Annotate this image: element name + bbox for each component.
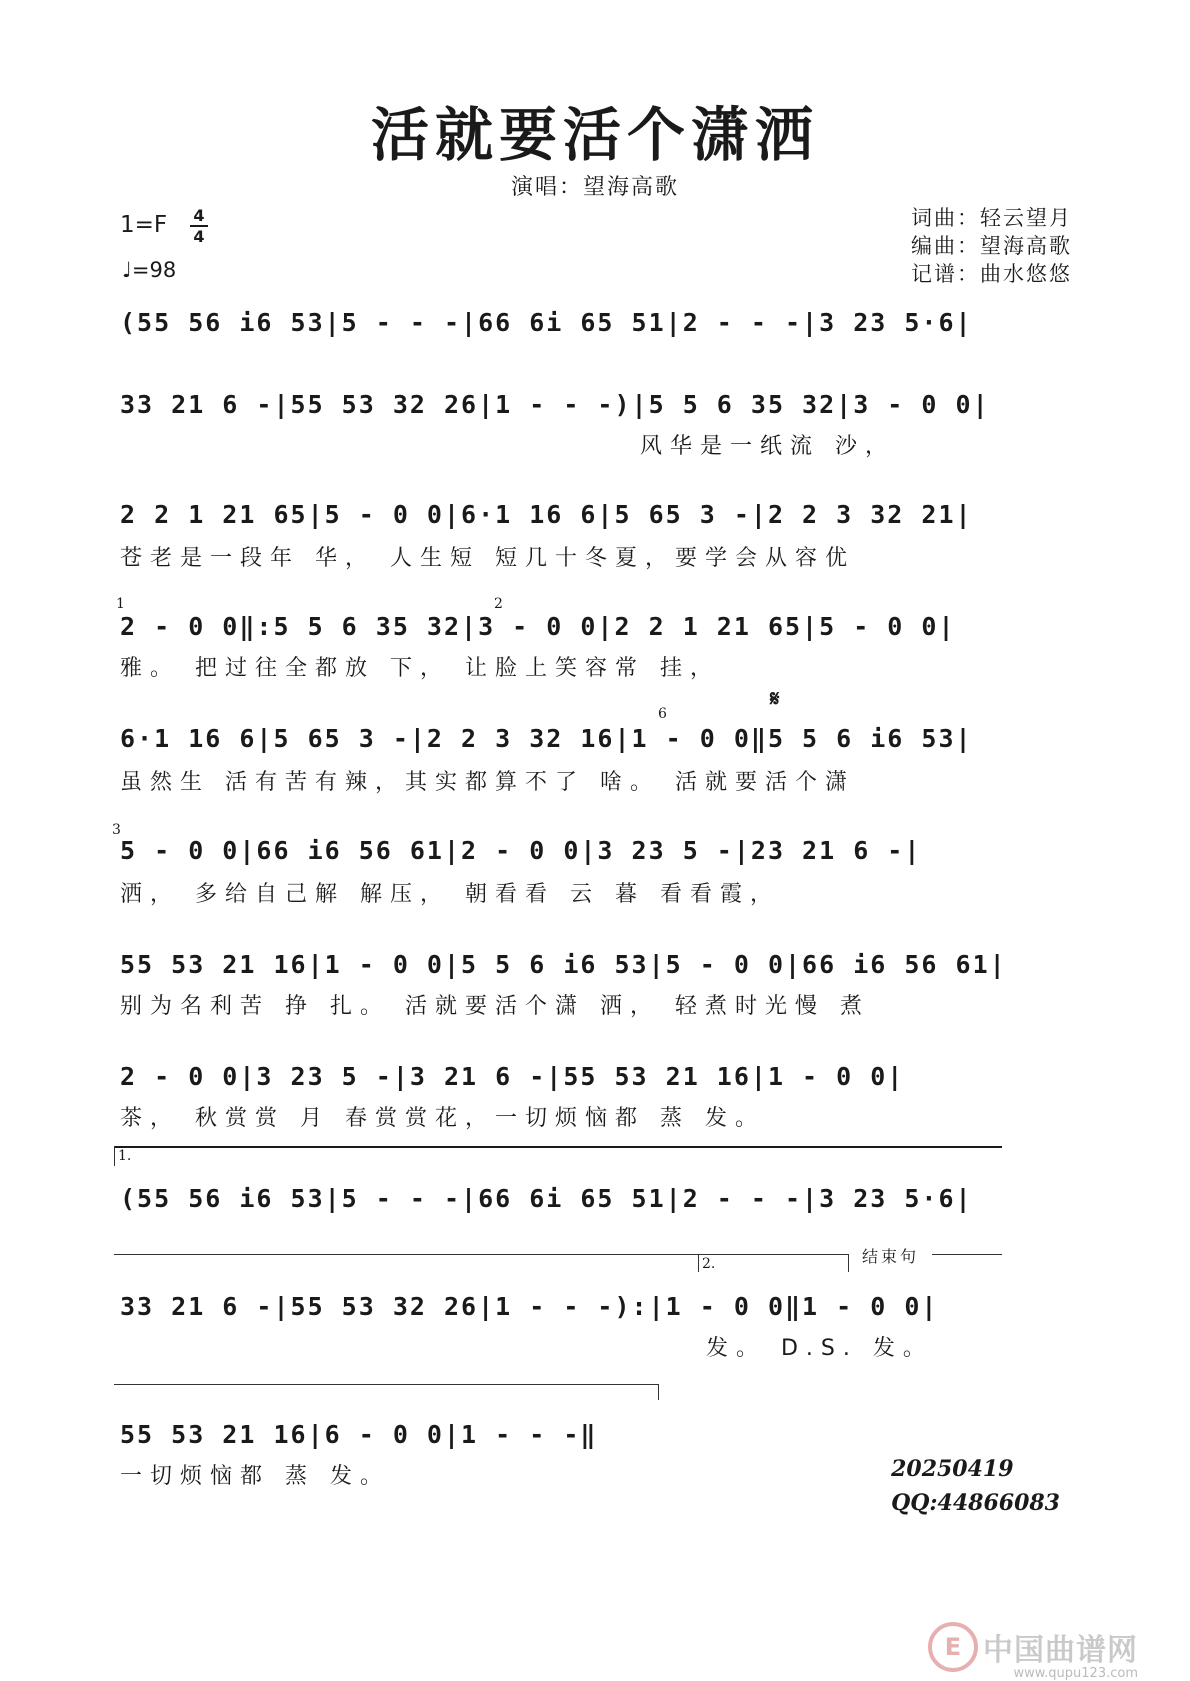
key-signature: 1=F bbox=[120, 212, 168, 238]
notation-row-1: (55 56 i6 53|5 - - -|66 6i 65 51|2 - - -|3 23 5·6| bbox=[120, 308, 973, 337]
ending-bracket bbox=[932, 1254, 1002, 1255]
volta-2-label: 2. bbox=[702, 1256, 716, 1272]
time-signature-bottom: 4 bbox=[193, 227, 205, 246]
notation-row-11: 55 53 21 16|6 - 0 0|1 - - -‖ bbox=[120, 1420, 598, 1449]
volta-1-label: 1. bbox=[118, 1148, 132, 1164]
grace-note-6: 6 bbox=[658, 706, 667, 722]
notation-row-2: 33 21 6 -|55 53 32 26|1 - - -)|5 5 6 35 32|3 - 0 0| bbox=[120, 390, 990, 419]
lyric-row-7: 别为名利苦 挣 扎。 活就要活个潇 洒， 轻煮时光慢 煮 bbox=[120, 994, 870, 1019]
lyric-row-10: 发。 D.S. 发。 bbox=[706, 1336, 933, 1361]
final-row-tick bbox=[658, 1384, 659, 1400]
notation-row-6: 5 - 0 0|66 i6 56 61|2 - 0 0|3 23 5 -|23 21 6 -| bbox=[120, 836, 922, 865]
volta-1-bracket bbox=[114, 1146, 1002, 1148]
grace-note-1: 1 bbox=[116, 596, 125, 612]
notation-row-4: 2 - 0 0‖:5 5 6 35 32|3 - 0 0|2 2 1 21 65|5 - 0 0| bbox=[120, 612, 956, 641]
qq-text: QQ:44866083 bbox=[891, 1490, 1060, 1516]
song-title: 活就要活个潇洒 bbox=[370, 101, 819, 169]
lyric-row-5: 虽然生 活有苦有辣，其实都算不了 啥。 活就要活个潇 bbox=[120, 770, 855, 795]
watermark-url: www.qupu123.com bbox=[1013, 1666, 1138, 1681]
credit-lyrics-music: 词曲：轻云望月 bbox=[911, 206, 1072, 230]
volta-2-bracket bbox=[698, 1254, 848, 1255]
time-signature-top: 4 bbox=[193, 206, 205, 225]
segno-sign: 𝄋 bbox=[770, 686, 780, 712]
ending-tick bbox=[848, 1254, 849, 1272]
singer-line: 演唱：望海高歌 bbox=[510, 175, 679, 200]
lyric-row-3: 苍老是一段年 华， 人生短 短几十冬夏，要学会从容优 bbox=[120, 546, 855, 571]
notation-row-10: 33 21 6 -|55 53 32 26|1 - - -):|1 - 0 0‖1 - 0 0| bbox=[120, 1292, 939, 1321]
grace-note-2: 2 bbox=[494, 596, 503, 612]
notation-row-8: 2 - 0 0|3 23 5 -|3 21 6 -|55 53 21 16|1 - 0 0| bbox=[120, 1062, 905, 1091]
lyric-row-2: 风华是一纸流 沙， bbox=[640, 434, 895, 459]
credits bbox=[911, 204, 1072, 288]
grace-note-3: 3 bbox=[112, 822, 121, 838]
final-row-bracket bbox=[114, 1384, 658, 1385]
volta-2-tick bbox=[698, 1254, 699, 1272]
lyric-row-11: 一切烦恼都 蒸 发。 bbox=[120, 1464, 390, 1489]
notation-row-5: 6·1 16 6|5 65 3 -|2 2 3 32 16|1 - 0 0‖5 5 6 i6 53| bbox=[120, 724, 973, 753]
volta-1-continuation-line bbox=[114, 1254, 698, 1255]
time-signature bbox=[190, 207, 208, 245]
date-stamp bbox=[891, 1452, 1060, 1520]
watermark-logo-icon: E bbox=[928, 1622, 978, 1672]
notation-row-7: 55 53 21 16|1 - 0 0|5 5 6 i6 53|5 - 0 0|66 i6 56 61| bbox=[120, 950, 1007, 979]
credit-arrangement: 编曲：望海高歌 bbox=[911, 234, 1072, 258]
credit-transcription: 记谱：曲水悠悠 bbox=[911, 262, 1072, 286]
lyric-row-6: 洒， 多给自己解 解压， 朝看看 云 暮 看看霞， bbox=[120, 882, 780, 907]
lyric-row-8: 茶， 秋赏赏 月 春赏赏花，一切烦恼都 蒸 发。 bbox=[120, 1106, 765, 1131]
date-text: 20250419 bbox=[891, 1456, 1014, 1482]
tempo-marking: ♩=98 bbox=[122, 258, 177, 282]
notation-row-3: 2 2 1 21 65|5 - 0 0|6·1 16 6|5 65 3 -|2 2 3 32 21| bbox=[120, 500, 973, 529]
ending-label: 结束句 bbox=[862, 1247, 920, 1266]
notation-row-9: (55 56 i6 53|5 - - -|66 6i 65 51|2 - - -|3 23 5·6| bbox=[120, 1184, 973, 1213]
volta-1-tick bbox=[114, 1146, 115, 1166]
watermark-name: 中国曲谱网 bbox=[983, 1633, 1138, 1668]
lyric-row-4: 雅。 把过往全都放 下， 让脸上笑容常 挂， bbox=[120, 656, 720, 681]
watermark bbox=[928, 1622, 1138, 1681]
